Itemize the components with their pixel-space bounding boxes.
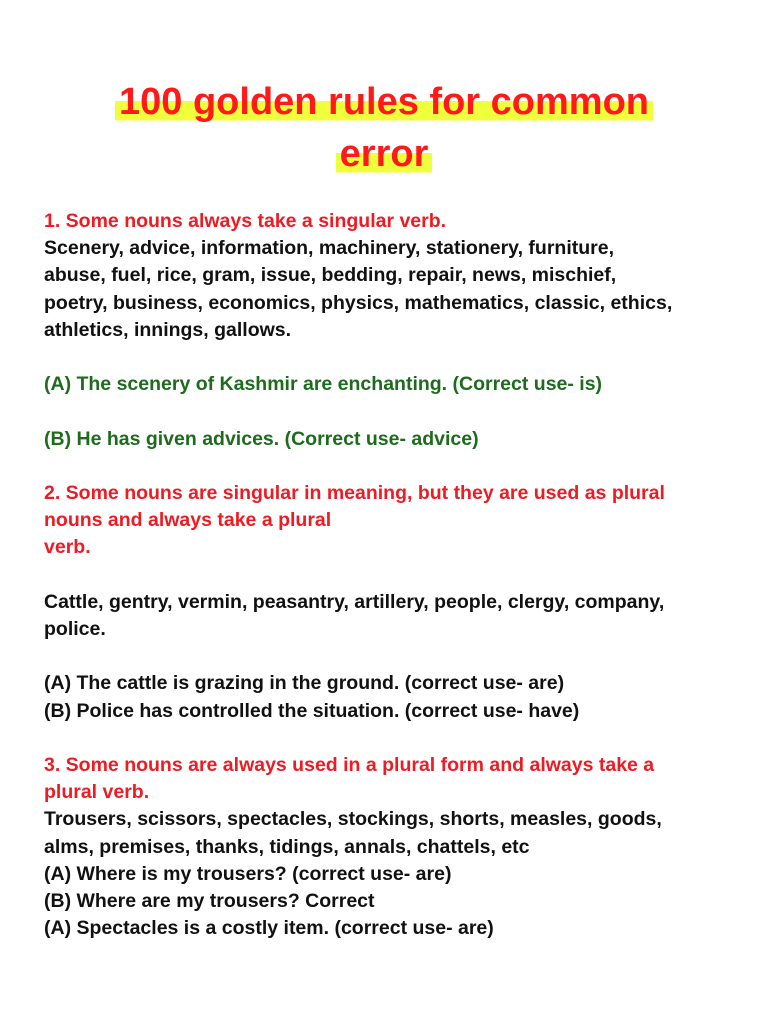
spacer [44, 725, 744, 752]
rule-1-list-line: athletics, innings, gallows. [44, 318, 292, 341]
spacer [44, 562, 744, 589]
rule-2-list-line: Cattle, gentry, vermin, peasantry, artillery, people, clergy, company, [44, 590, 665, 613]
rule-2-heading-line: verb. [44, 536, 91, 559]
rule-2-list-line: police. [44, 617, 106, 640]
rule-3-example: (B) Where are my trousers? Correct [44, 889, 375, 912]
rule-2-example-b: (B) Police has controlled the situation. (correct use- have) [44, 699, 580, 722]
rule-3-heading-line: 3. Some nouns are always used in a plural form and always take a [44, 753, 655, 776]
title-line-1: 100 golden rules for common [115, 76, 653, 128]
spacer [44, 643, 744, 670]
rule-3-example: (A) Where is my trousers? (correct use- are) [44, 862, 452, 885]
spacer [44, 398, 744, 425]
spacer [44, 453, 744, 480]
rule-3-list-line: alms, premises, thanks, tidings, annals, chattels, etc [44, 835, 530, 858]
rule-1-list-line: poetry, business, economics, physics, mathematics, classic, ethics, [44, 291, 673, 314]
rule-2-heading-line: nouns and always take a plural [44, 509, 332, 532]
rule-2-example-a: (A) The cattle is grazing in the ground. (correct use- are) [44, 672, 565, 695]
rule-1-list-line: abuse, fuel, rice, gram, issue, bedding, repair, news, mischief, [44, 264, 617, 287]
rule-3-list-line: Trousers, scissors, spectacles, stockings, shorts, measles, goods, [44, 808, 662, 831]
rule-1-list-line: Scenery, advice, information, machinery, stationery, furniture, [44, 237, 614, 260]
page-title [0, 76, 768, 180]
rules-content [44, 208, 744, 942]
rule-3-example: (A) Spectacles is a costly item. (correct use- are) [44, 917, 494, 940]
rule-1-example-a: (A) The scenery of Kashmir are enchanting. (Correct use- is) [44, 373, 603, 396]
rule-2-heading-line: 2. Some nouns are singular in meaning, but they are used as plural [44, 481, 665, 504]
title-line-2: error [336, 128, 433, 180]
spacer [44, 344, 744, 371]
rule-3-heading-line: plural verb. [44, 781, 150, 804]
rule-1-example-b: (B) He has given advices. (Correct use- advice) [44, 427, 479, 450]
rule-1-heading: 1. Some nouns always take a singular verb. [44, 210, 447, 232]
